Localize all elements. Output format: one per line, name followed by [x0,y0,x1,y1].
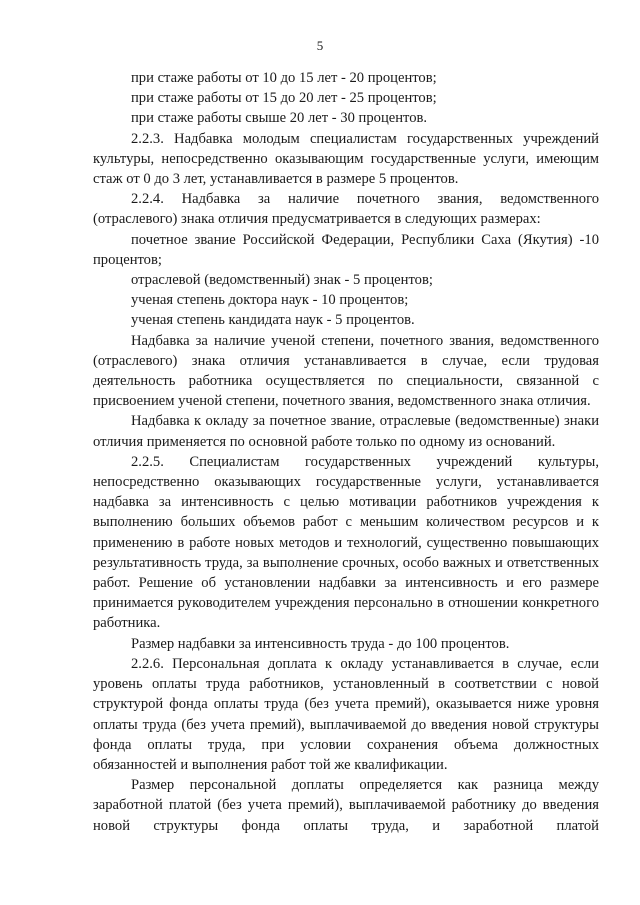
paragraph-2-2-4: 2.2.4. Надбавка за наличие почетного звания, ведомственного (отраслевого) знака отличия предусматривается в следующих размерах: [93,191,599,228]
paragraph-departmental-badge: отраслевой (ведомственный) знак - 5 процентов; [131,272,433,289]
paragraph-doctor-degree: ученая степень доктора наук - 10 процентов; [131,292,409,309]
paragraph-2-2-3: 2.2.3. Надбавка молодым специалистам государственных учреждений культуры, непосредственно оказывающим государственные услуги, имеющим стаж от 0 до 3 лет, устанавливается в размере 5 процентов. [93,130,599,188]
page-number: 5 [316,38,324,53]
document-body [93,68,599,836]
paragraph-intensity-size: Размер надбавки за интенсивность труда - до 100 процентов. [131,635,510,652]
paragraph-seniority-over-20: при стаже работы свыше 20 лет - 30 процентов. [131,110,428,127]
paragraph-personal-allowance-size: Размер персональной доплаты определяется как разница между заработной платой (без учета премий), выплачиваемой работнику до введения новой структуры фонда оплаты труда, и заработной платой [93,777,599,834]
paragraph-seniority-10-15: при стаже работы от 10 до 15 лет - 20 процентов; [131,70,437,86]
paragraph-seniority-15-20: при стаже работы от 15 до 20 лет - 25 процентов; [131,90,437,107]
paragraph-degree-condition: Надбавка за наличие ученой степени, почетного звания, ведомственного (отраслевого) знака отличия устанавливается в случае, если трудовая деятельность работника осуществляется по специальности, связанной с присвоением ученой степени, почетного звания, ведомственного знака отличия. [93,332,599,410]
paragraph-candidate-degree: ученая степень кандидата наук - 5 процентов. [131,312,415,329]
paragraph-honorary-title: почетное звание Российской Федерации, Республики Саха (Якутия) -10 процентов; [93,231,599,268]
paragraph-2-2-6: 2.2.6. Персональная доплата к окладу устанавливается в случае, если уровень оплаты труда работников, установленный в соответствии с новой структурой фонда оплаты труда (без учета премий), оказывается ниже уровня оплаты труда (без учета премий), выплачиваемой до введения новой структуры фонда оплаты труда, при условии сохранения объема должностных обязанностей и выполнения работ той же квалификации. [93,655,599,773]
paragraph-2-2-5: 2.2.5. Специалистам государственных учреждений культуры, непосредственно оказывающих государственные услуги, устанавливается надбавка за интенсивность с целью мотивации работников учреждения к выполнению больших объемов работ с меньшим количеством ресурсов и к применению в работе новых методов и технологий, существенно повышающих результативность труда, за выполнение срочных, особо важных и ответственных работ. Решение об установлении надбавки за интенсивность и его размере принимается руководителем учреждения персонально в отношении конкретного работника. [93,453,599,632]
paragraph-single-basis: Надбавка к окладу за почетное звание, отраслевые (ведомственные) знаки отличия применяется по основной работе только по одному из оснований. [93,413,599,450]
